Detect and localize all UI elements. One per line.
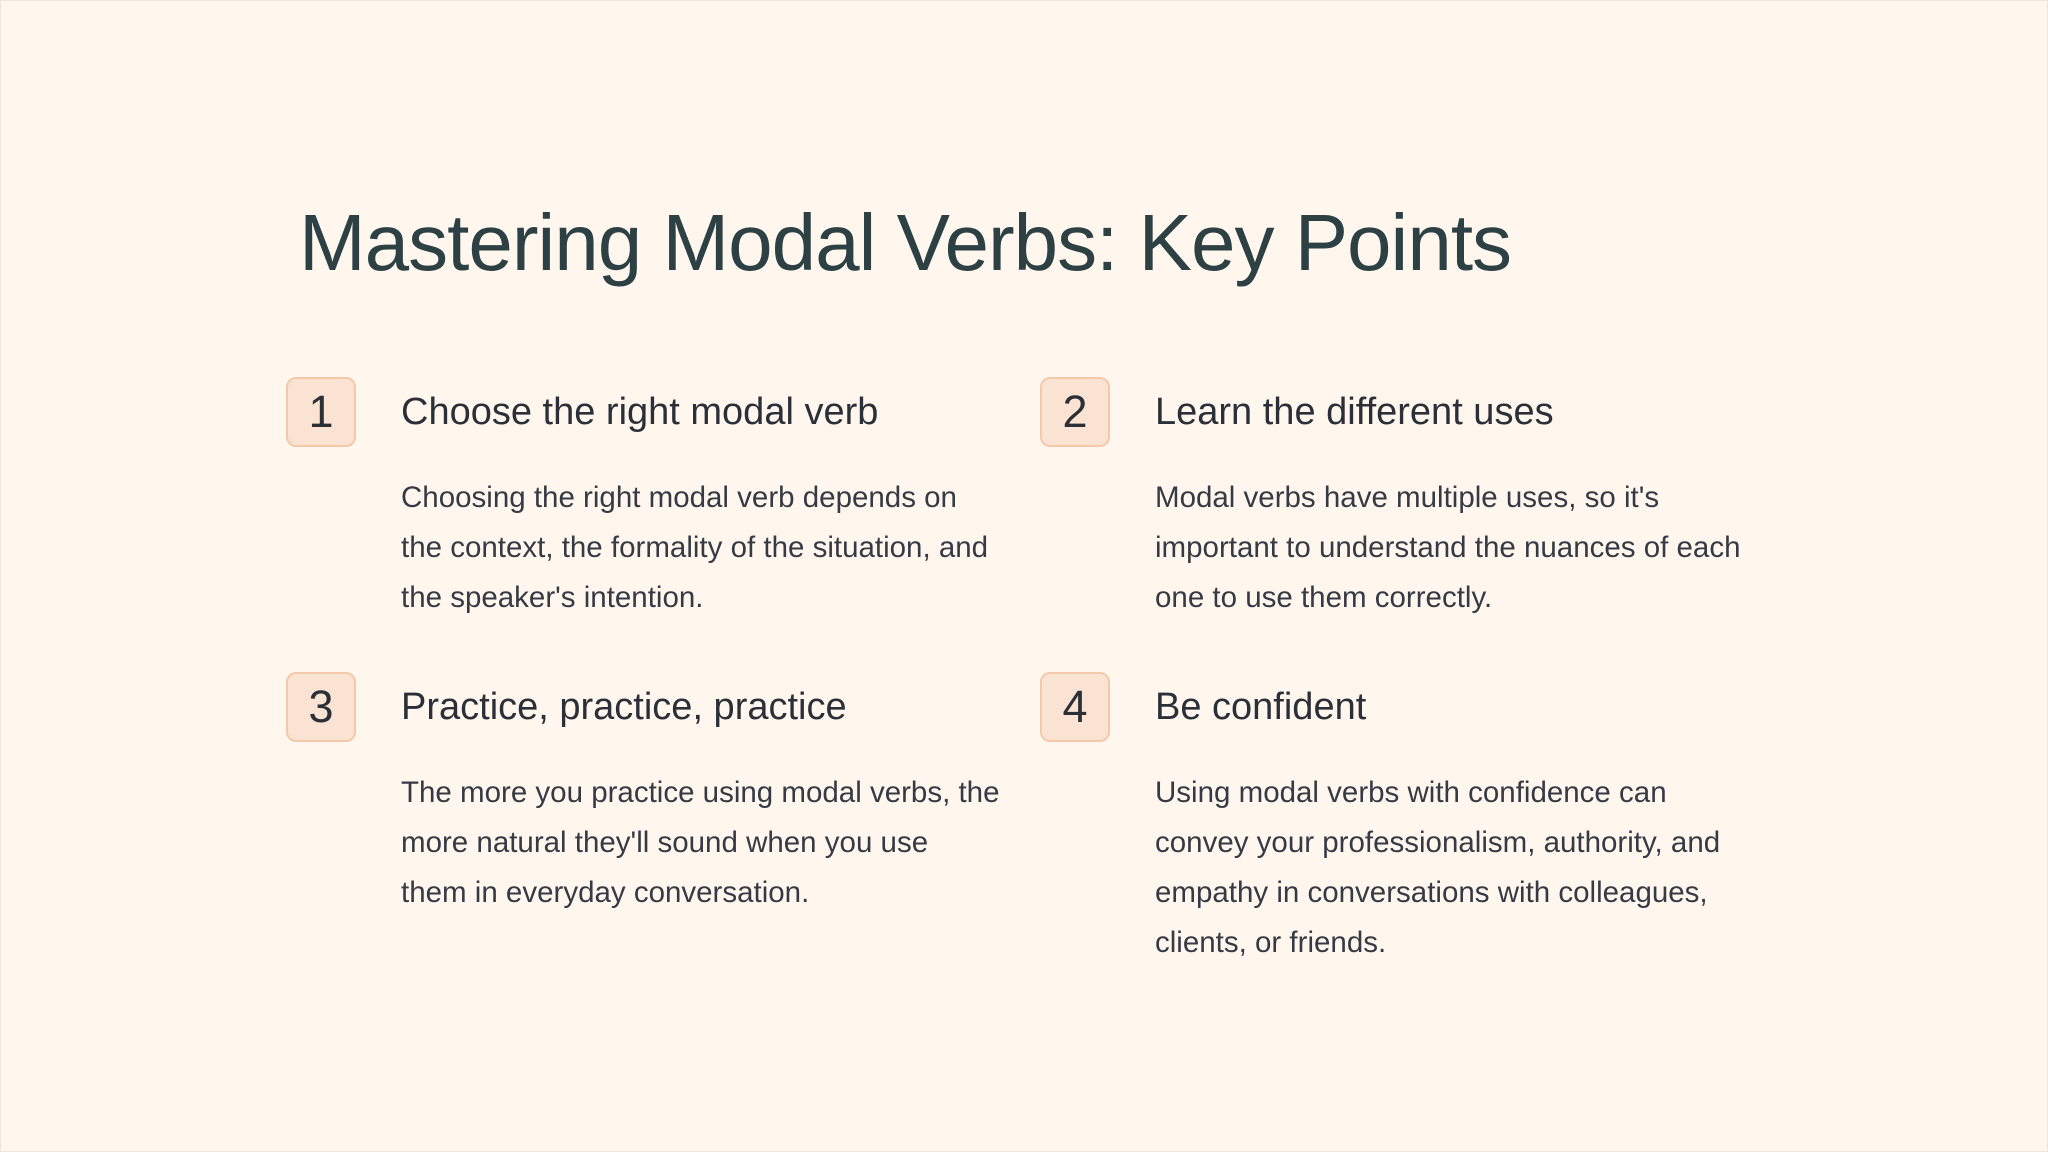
number-badge: 3 (286, 672, 356, 742)
point-body: Choosing the right modal verb depends on the context, the formality of the situation, and the speaker's intention. (401, 481, 989, 614)
point-body: Modal verbs have multiple uses, so it's important to understand the nuances of each one to use them correctly. (1155, 481, 1741, 614)
number-badge: 2 (1040, 377, 1110, 447)
point-body: The more you practice using modal verbs, the more natural they'll sound when you use them in everyday conversation. (401, 776, 1000, 909)
point-heading: Learn the different uses (1155, 391, 1554, 433)
point-heading: Practice, practice, practice (401, 686, 847, 728)
number-badge: 4 (1040, 672, 1110, 742)
point-heading: Choose the right modal verb (401, 391, 879, 433)
point-heading: Be confident (1155, 686, 1367, 728)
number-badge: 1 (286, 377, 356, 447)
point-body: Using modal verbs with confidence can convey your professionalism, authority, and empathy in conversations with colleagues, clients, or friends. (1155, 776, 1721, 959)
slide-title: Mastering Modal Verbs: Key Points (299, 198, 1512, 287)
